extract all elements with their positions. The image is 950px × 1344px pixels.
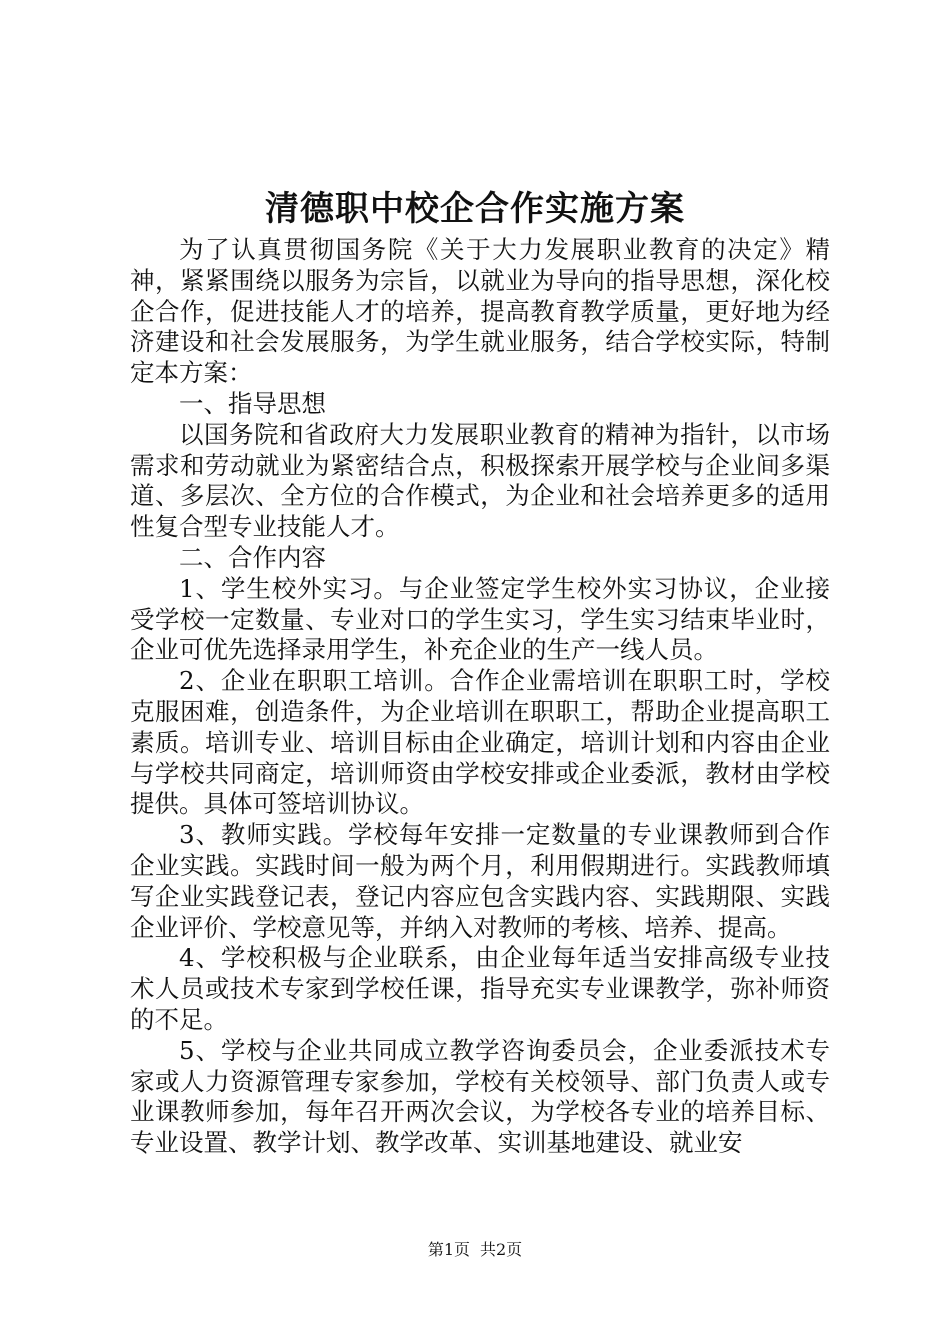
body-paragraph: 2、企业在职职工培训。合作企业需培训在职职工时，学校克服困难，创造条件，为企业培训在职职工，帮助企业提高职工素质。培训专业、培训目标由企业确定，培训计划和内容由企业与学校共同商定，培训师资由学校安排或企业委派，教材由学校提供。具体可签培训协议。 — [130, 666, 830, 819]
page-total: 共2页 — [480, 1240, 523, 1259]
section-heading: 一、指导思想 — [179, 388, 326, 418]
document-body — [130, 235, 830, 1159]
body-paragraph: 为了认真贯彻国务院《关于大力发展职业教育的决定》精神，紧紧围绕以服务为宗旨，以就业为导向的指导思想，深化校企合作，促进技能人才的培养，提高教育教学质量，更好地为经济建设和社会发展服务，为学生就业服务，结合学校实际，特制定本方案： — [130, 235, 830, 388]
section-heading: 二、合作内容 — [179, 542, 326, 572]
page-footer — [0, 1240, 950, 1260]
body-paragraph: 1、学生校外实习。与企业签定学生校外实习协议，企业接受学校一定数量、专业对口的学生实习，学生实习结束毕业时，企业可优先选择录用学生，补充企业的生产一线人员。 — [130, 573, 830, 665]
body-paragraph: 4、学校积极与企业联系，由企业每年适当安排高级专业技术人员或技术专家到学校任课，指导充实专业课教学，弥补师资的不足。 — [130, 943, 830, 1034]
body-paragraph: 以国务院和省政府大力发展职业教育的精神为指针，以市场需求和劳动就业为紧密结合点，积极探索开展学校与企业间多渠道、多层次、全方位的合作模式，为企业和社会培养更多的适用性复合型专业技能人才。 — [130, 419, 830, 542]
body-paragraph: 3、教师实践。学校每年安排一定数量的专业课教师到合作企业实践。实践时间一般为两个月，利用假期进行。实践教师填写企业实践登记表，登记内容应包含实践内容、实践期限、实践企业评价、学校意见等，并纳入对教师的考核、培养、提高。 — [130, 820, 830, 942]
body-paragraph: 5、学校与企业共同成立教学咨询委员会，企业委派技术专家或人力资源管理专家参加，学校有关校领导、部门负责人或专业课教师参加，每年召开两次会议，为学校各专业的培养目标、专业设置、教学计划、教学改革、实训基地建设、就业安 — [130, 1035, 830, 1158]
document-title: 清德职中校企合作实施方案 — [265, 189, 685, 229]
page-number: 第1页 — [427, 1240, 470, 1259]
